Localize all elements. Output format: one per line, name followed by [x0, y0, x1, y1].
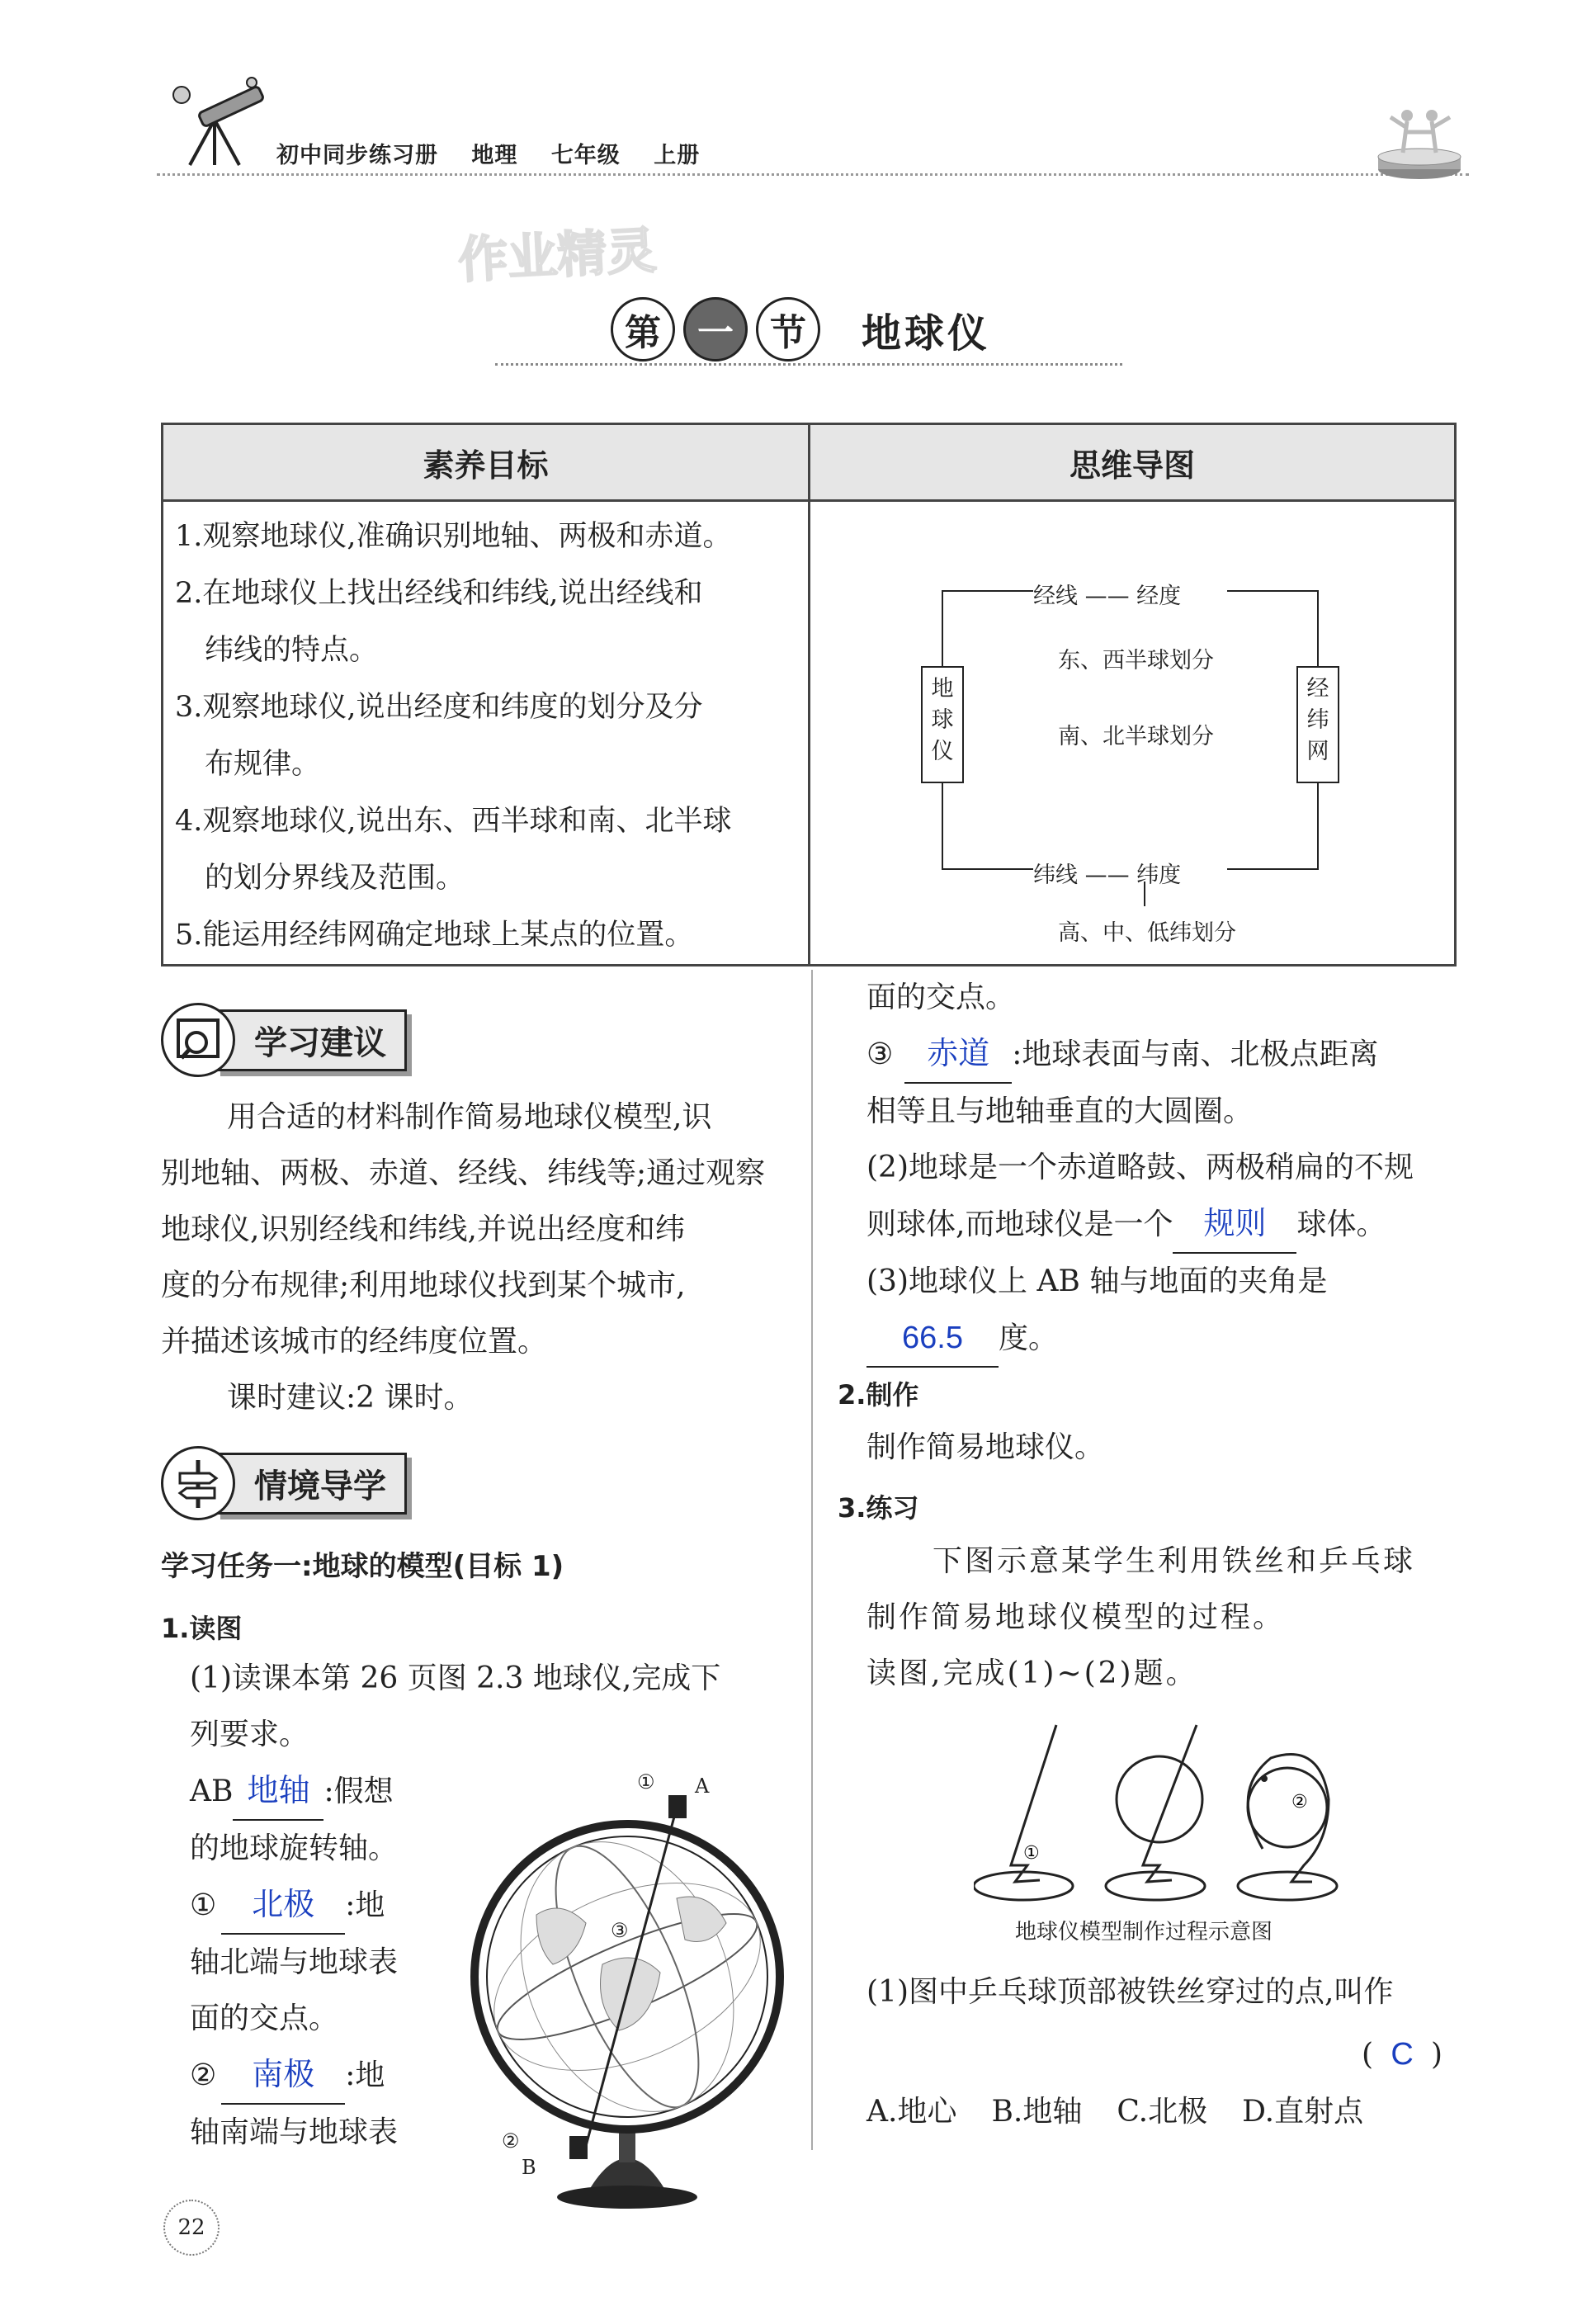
title-number: 一 — [683, 297, 748, 362]
q3-line1: (3)地球仪上 AB 轴与地面的夹角是 — [866, 1264, 1328, 1298]
option-b[interactable]: B.地轴 — [991, 2095, 1083, 2129]
q2-prefix: 则球体,而地球仪是一个 — [866, 1207, 1173, 1241]
objectives-cell — [163, 501, 810, 966]
c1-line3: 面的交点。 — [190, 2001, 339, 2035]
option-c[interactable]: C.北极 — [1117, 2095, 1208, 2129]
c2-suffix: :地 — [345, 2058, 385, 2092]
mindmap-east-west: 东、西半球划分 — [1058, 648, 1214, 673]
situation-label: 情境导学 — [215, 1453, 407, 1515]
practice-line3: 读图,完成(1)~(2)题。 — [866, 1656, 1198, 1690]
q3-answer: 66.5 — [866, 1310, 999, 1368]
read-map-heading: 1.读图 — [161, 1613, 243, 1644]
objective-item: 2.在地球仪上找出经线和纬线,说出经线和 — [175, 577, 703, 610]
make-text: 制作简易地球仪。 — [866, 1430, 1105, 1464]
c3-mark: ③ — [866, 1037, 894, 1071]
globe-label-b: B — [522, 2156, 536, 2179]
option-a[interactable]: A.地心 — [866, 2095, 957, 2129]
q3-suffix: 度。 — [999, 1321, 1059, 1355]
header-dancers-icon — [1374, 99, 1465, 182]
study-advice-heading — [161, 1003, 407, 1077]
mindmap-header: 思维导图 — [810, 424, 1456, 501]
make-heading: 2.制作 — [838, 1379, 919, 1411]
objectives-list — [163, 502, 808, 964]
advice-line: 并描述该城市的经纬度位置。 — [161, 1325, 548, 1359]
c2-line2: 轴南端与地球表 — [190, 2115, 399, 2149]
objective-item: 4.观察地球仪,说出东、西半球和南、北半球 — [175, 805, 732, 838]
svg-text:②: ② — [1291, 1792, 1308, 1812]
q1-line2: 列要求。 — [190, 1718, 309, 1751]
globe-marker-2: ② — [502, 2129, 520, 2153]
advice-line: 别地轴、两极、赤道、经线、纬线等;通过观察 — [161, 1156, 766, 1190]
magnifier-icon — [161, 1003, 235, 1077]
ab-suffix: :假想 — [323, 1775, 394, 1808]
study-advice-label: 学习建议 — [215, 1009, 407, 1071]
column-divider — [811, 970, 813, 2150]
mindmap-left-box: 地球仪 — [931, 676, 954, 764]
header-divider — [157, 173, 1469, 176]
practice-text — [866, 1534, 1469, 1702]
page-number: 22 — [163, 2200, 220, 2256]
q1-text — [190, 1651, 792, 1763]
q2-line1: (2)地球是一个赤道略鼓、两极稍扁的不规 — [866, 1151, 1414, 1184]
c3-line2: 相等且与地轴垂直的大圆圈。 — [866, 1094, 1254, 1128]
pq1-answer: C — [1391, 2037, 1414, 2072]
advice-line: 度的分布规律;利用地球仪找到某个城市, — [161, 1269, 686, 1302]
header-volume: 上册 — [654, 143, 701, 168]
option-d[interactable]: D.直射点 — [1242, 2095, 1364, 2129]
objective-item-cont: 纬线的特点。 — [205, 634, 379, 667]
practice-line2: 制作简易地球仪模型的过程。 — [866, 1600, 1286, 1634]
header-subject: 地理 — [471, 143, 518, 168]
ab-prefix: AB — [190, 1775, 234, 1808]
title-underline — [495, 363, 1122, 366]
signpost-icon — [161, 1446, 235, 1520]
header-telescope-icon — [165, 70, 272, 169]
q2-answer: 规则 — [1173, 1196, 1296, 1254]
globe-figure — [462, 1758, 792, 2220]
mindmap-north-south: 南、北半球划分 — [1058, 724, 1214, 749]
title-prefix: 第 — [611, 297, 675, 362]
goals-table — [161, 423, 1457, 966]
options-row — [866, 2084, 1363, 2140]
c1-answer: 北极 — [221, 1877, 345, 1935]
ab-answer: 地轴 — [233, 1763, 323, 1821]
globe-qa-text — [190, 1763, 454, 2161]
section-title — [611, 297, 990, 362]
header-grade: 七年级 — [550, 143, 621, 168]
process-figure — [974, 1717, 1353, 1907]
mindmap — [810, 502, 1454, 964]
practice-heading: 3.练习 — [838, 1492, 919, 1524]
mindmap-parallel: 纬线 —— 纬度 — [1033, 862, 1182, 888]
c3-answer: 赤道 — [904, 1026, 1012, 1084]
c3-suffix: :地球表面与南、北极点距离 — [1012, 1037, 1379, 1071]
advice-line: 用合适的材料制作简易地球仪模型,识 — [227, 1100, 712, 1134]
objective-item-cont: 布规律。 — [205, 748, 321, 781]
mindmap-right-box: 经纬网 — [1306, 676, 1329, 764]
c1-suffix: :地 — [345, 1888, 385, 1922]
class-hours: 课时建议:2 课时。 — [227, 1381, 474, 1415]
q1-line1: (1)读课本第 26 页图 2.3 地球仪,完成下 — [190, 1661, 721, 1695]
c1-line2: 轴北端与地球表 — [190, 1945, 399, 1979]
objective-item: 3.观察地球仪,说出经度和纬度的划分及分 — [175, 691, 703, 724]
right-column — [866, 970, 1469, 1368]
watermark-text: 作业精灵 — [456, 221, 658, 291]
figure-caption: 地球仪模型制作过程示意图 — [1015, 1920, 1273, 1945]
ab-line2: 的地球旋转轴。 — [190, 1831, 399, 1865]
situation-heading — [161, 1446, 407, 1520]
objective-item: 1.观察地球仪,准确识别地轴、两极和赤道。 — [175, 520, 732, 553]
study-advice-paragraph — [161, 1089, 788, 1426]
mindmap-cell — [810, 501, 1456, 966]
header-book-title: 初中同步练习册 — [276, 143, 438, 168]
practice-line1: 下图示意某学生利用铁丝和乒乓球 — [933, 1544, 1416, 1578]
q2-suffix: 球体。 — [1296, 1207, 1386, 1241]
globe-marker-3: ③ — [611, 1919, 629, 1942]
globe-marker-1: ① — [637, 1770, 655, 1794]
task1-title: 学习任务一:地球的模型(目标 1) — [161, 1550, 564, 1583]
title-suffix: 节 — [756, 297, 820, 362]
globe-label-a: A — [695, 1775, 710, 1798]
mindmap-meridian: 经线 —— 经度 — [1033, 584, 1182, 609]
objective-item: 5.能运用经纬网确定地球上某点的位置。 — [175, 919, 694, 952]
pq1-answer-bracket: ( C ) — [1362, 2026, 1443, 2083]
goals-header: 素养目标 — [163, 424, 810, 501]
c2-mark: ② — [190, 2058, 217, 2092]
title-name: 地球仪 — [862, 310, 991, 357]
c1-mark: ① — [190, 1888, 217, 1922]
advice-line: 地球仪,识别经线和纬线,并说出经度和纬 — [161, 1212, 685, 1246]
pq1-text: (1)图中乒乓球顶部被铁丝穿过的点,叫作 — [866, 1975, 1394, 2009]
c2-answer: 南极 — [221, 2047, 345, 2105]
c1-line3-cont: 面的交点。 — [866, 981, 1016, 1014]
objective-item-cont: 的划分界线及范围。 — [205, 862, 465, 895]
mindmap-latitude-zones: 高、中、低纬划分 — [1058, 920, 1236, 946]
practice-q1 — [866, 1964, 1469, 2020]
svg-text:①: ① — [1023, 1843, 1040, 1864]
